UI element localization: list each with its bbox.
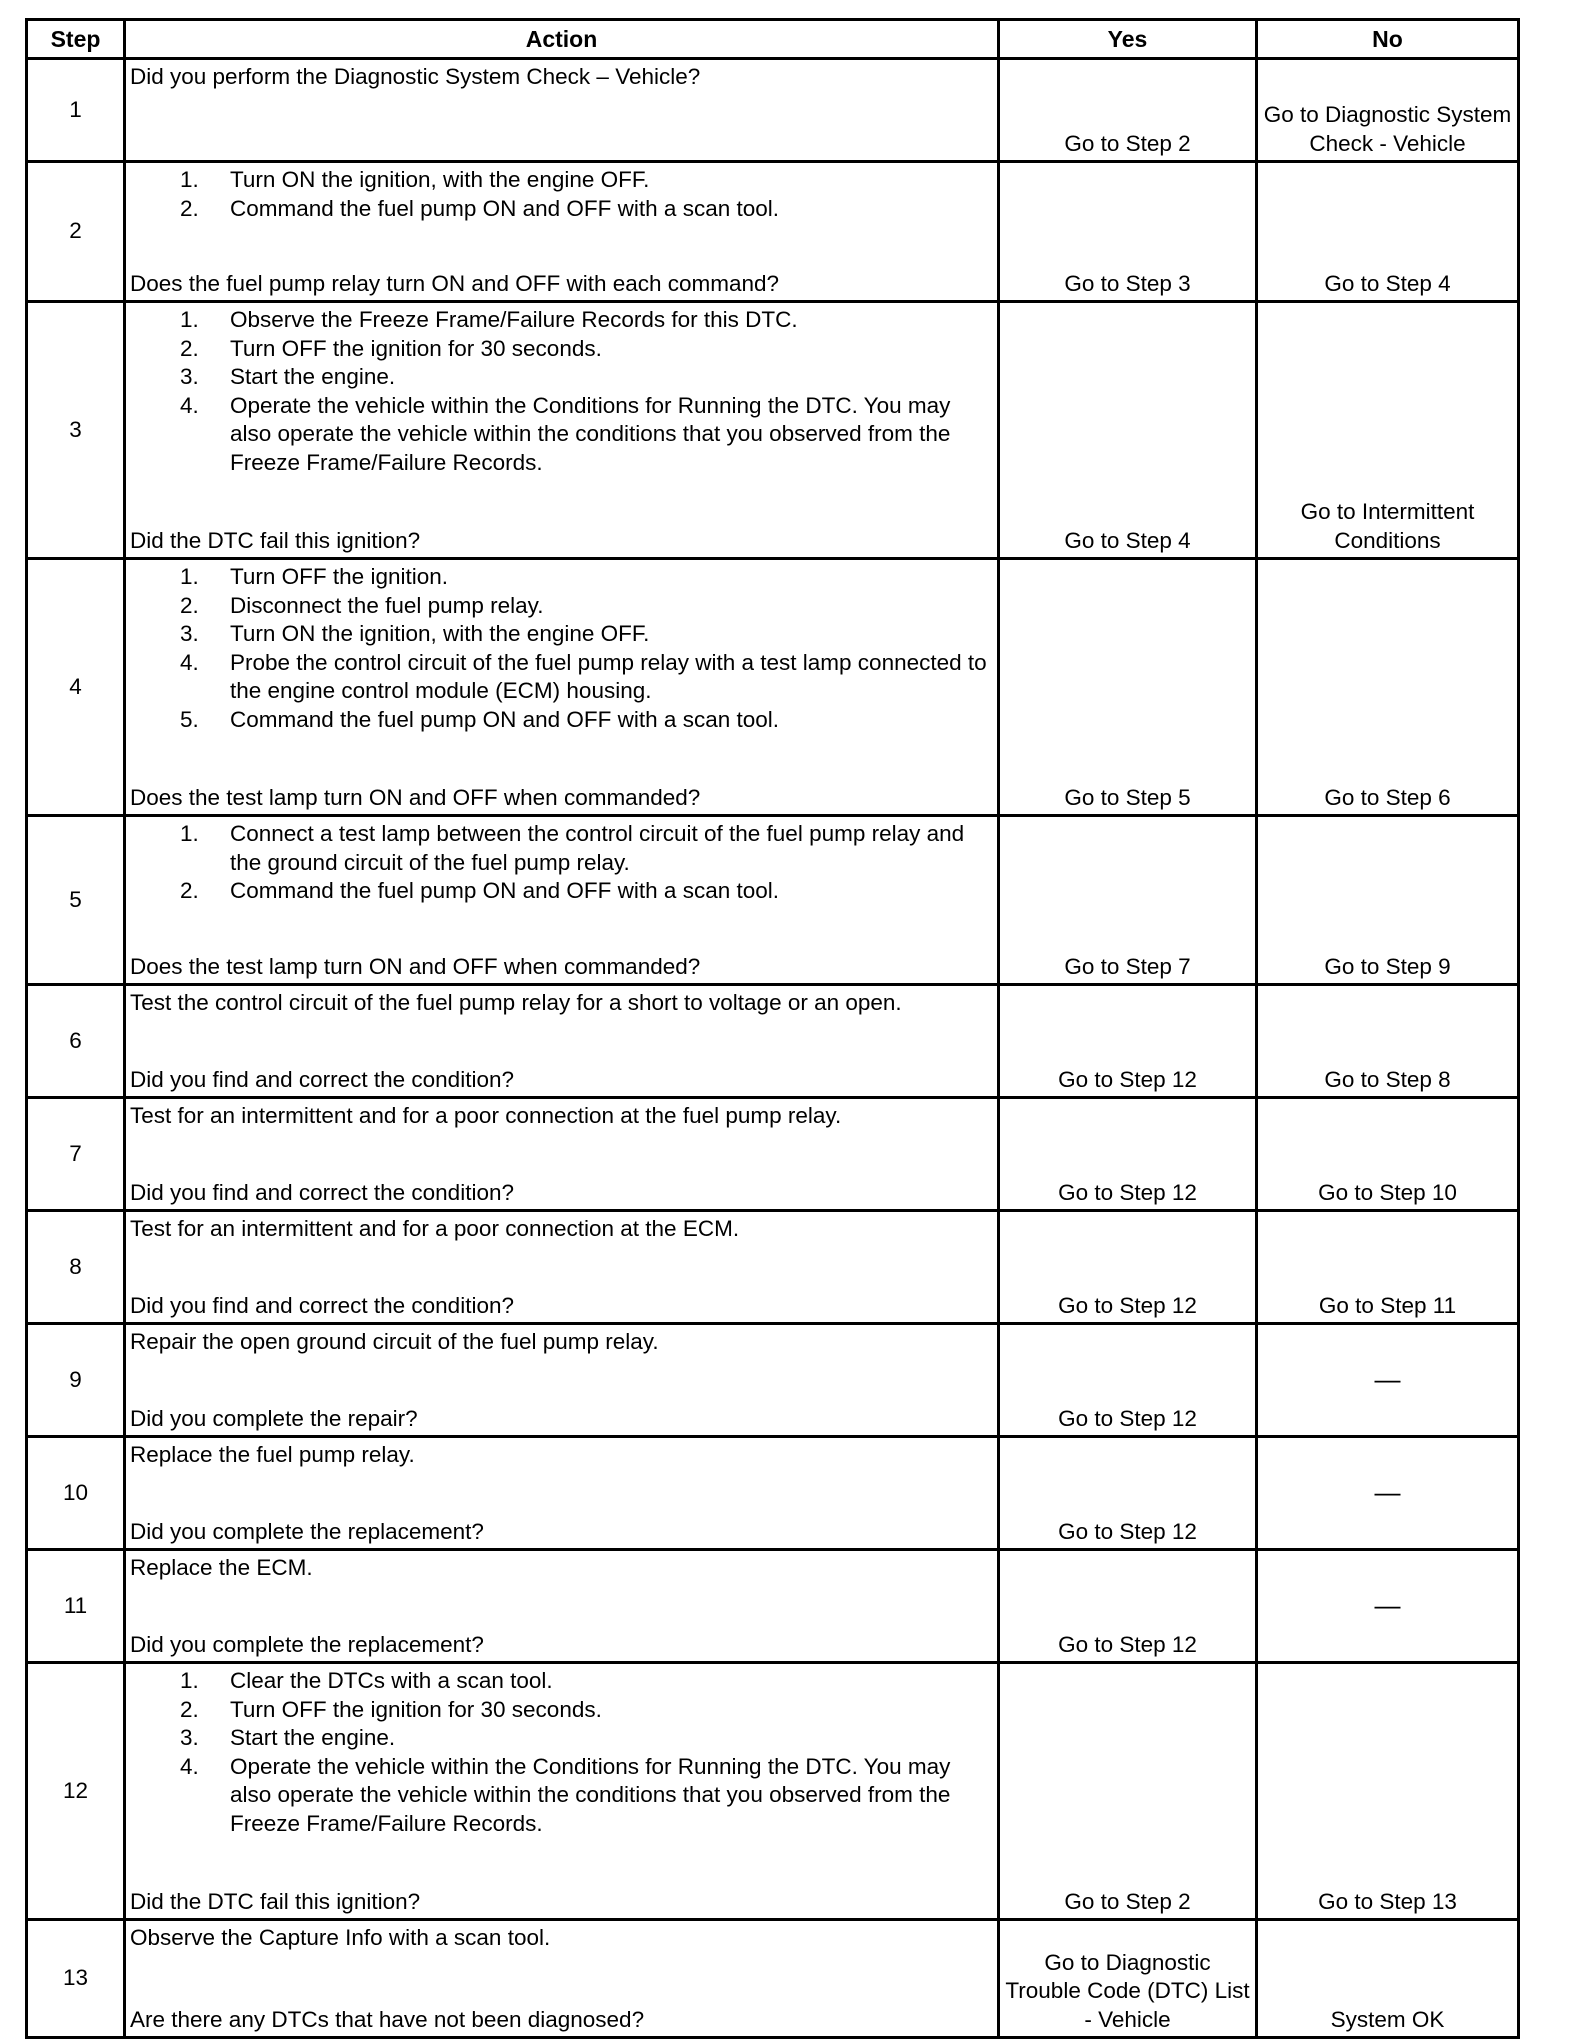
procedure-item-number: 4. xyxy=(180,1753,199,1779)
table-row xyxy=(27,302,1519,559)
procedure-item xyxy=(130,706,994,735)
action-question: Did you find and correct the condition? xyxy=(130,1179,514,1205)
action-cell xyxy=(125,1663,999,1920)
yes-outcome: Go to Step 12 xyxy=(999,1324,1257,1437)
action-question: Did you complete the repair? xyxy=(130,1405,418,1431)
step-number: 2 xyxy=(27,162,125,302)
step-number: 10 xyxy=(27,1437,125,1550)
procedure-item xyxy=(130,166,994,195)
procedure-list xyxy=(130,306,994,477)
table-row xyxy=(27,816,1519,985)
procedure-item-number: 3. xyxy=(180,1725,199,1750)
step-number: 12 xyxy=(27,1663,125,1920)
action-question: Did the DTC fail this ignition? xyxy=(130,1888,421,1914)
yes-outcome: Go to Step 2 xyxy=(999,1663,1257,1920)
procedure-item-number: 5. xyxy=(180,706,199,732)
procedure-item-text: Disconnect the fuel pump relay. xyxy=(230,592,544,618)
action-question: Does the test lamp turn ON and OFF when commanded? xyxy=(130,953,701,979)
step-number: 1 xyxy=(27,59,125,162)
action-question: Did you complete the replacement? xyxy=(130,1631,484,1657)
step-number: 9 xyxy=(27,1324,125,1437)
table-row xyxy=(27,1324,1519,1437)
procedure-item-number: 3. xyxy=(180,621,199,646)
yes-outcome: Go to Step 12 xyxy=(999,1437,1257,1550)
action-instruction: Test for an intermittent and for a poor connection at the fuel pump relay. xyxy=(130,1103,842,1128)
step-number: 6 xyxy=(27,985,125,1098)
header-no: No xyxy=(1257,20,1519,59)
procedure-item xyxy=(130,1724,994,1753)
procedure-item xyxy=(130,392,994,478)
procedure-item-number: 1. xyxy=(180,564,199,589)
action-cell xyxy=(125,1098,999,1211)
yes-outcome: Go to Step 12 xyxy=(999,985,1257,1098)
step-number: 7 xyxy=(27,1098,125,1211)
procedure-item xyxy=(130,335,994,364)
step-number: 4 xyxy=(27,559,125,816)
table-row xyxy=(27,59,1519,162)
procedure-item xyxy=(130,1696,994,1725)
procedure-item xyxy=(130,592,994,621)
procedure-item-text: Turn ON the ignition, with the engine OFF. xyxy=(230,621,650,646)
procedure-item-text: Command the fuel pump ON and OFF with a scan tool. xyxy=(230,706,779,732)
yes-outcome: Go to Step 3 xyxy=(999,162,1257,302)
action-instruction: Observe the Capture Info with a scan tool. xyxy=(130,1925,551,1950)
procedure-item-text: Operate the vehicle within the Conditions for Running the DTC. You may also operate the vehicle within the conditions that you observed from the Freeze Frame/Failure Records. xyxy=(230,1753,951,1836)
procedure-list xyxy=(130,1667,994,1838)
procedure-item-number: 2. xyxy=(180,195,199,221)
table-header-row xyxy=(27,20,1519,59)
action-question: Did you find and correct the condition? xyxy=(130,1066,514,1092)
no-outcome: Go to Step 6 xyxy=(1257,559,1519,816)
yes-outcome: Go to Step 12 xyxy=(999,1550,1257,1663)
action-instruction: Did you perform the Diagnostic System Check – Vehicle? xyxy=(130,64,701,89)
table-row xyxy=(27,1663,1519,1920)
action-cell xyxy=(125,816,999,985)
action-question: Does the fuel pump relay turn ON and OFF with each command? xyxy=(130,270,780,296)
table-row xyxy=(27,1550,1519,1663)
action-cell xyxy=(125,1920,999,2038)
procedure-item-text: Connect a test lamp between the control circuit of the fuel pump relay and the ground circuit of the fuel pump relay. xyxy=(230,821,965,875)
action-question: Does the test lamp turn ON and OFF when commanded? xyxy=(130,784,701,810)
procedure-item xyxy=(130,1667,994,1696)
procedure-item xyxy=(130,649,994,706)
no-outcome: Go to Step 8 xyxy=(1257,985,1519,1098)
procedure-item-text: Turn OFF the ignition for 30 seconds. xyxy=(230,1696,602,1722)
procedure-item xyxy=(130,620,994,649)
procedure-item xyxy=(130,195,994,224)
action-cell xyxy=(125,1437,999,1550)
action-cell xyxy=(125,985,999,1098)
no-outcome: Go to Step 11 xyxy=(1257,1211,1519,1324)
yes-outcome: Go to Step 12 xyxy=(999,1098,1257,1211)
no-outcome: Go to Step 9 xyxy=(1257,816,1519,985)
step-number: 3 xyxy=(27,302,125,559)
action-question: Did you find and correct the condition? xyxy=(130,1292,514,1318)
procedure-item-text: Turn ON the ignition, with the engine OFF. xyxy=(230,167,650,192)
procedure-item xyxy=(130,1753,994,1839)
yes-outcome: Go to Diagnostic Trouble Code (DTC) List - Vehicle xyxy=(999,1920,1257,2038)
header-step: Step xyxy=(27,20,125,59)
no-outcome: System OK xyxy=(1257,1920,1519,2038)
diagnostic-table-sheet xyxy=(25,18,1517,2039)
table-row xyxy=(27,1098,1519,1211)
procedure-item xyxy=(130,877,994,906)
action-instruction: Test for an intermittent and for a poor connection at the ECM. xyxy=(130,1216,740,1241)
procedure-item-text: Start the engine. xyxy=(230,364,396,389)
procedure-item-number: 2. xyxy=(180,592,199,618)
procedure-item-text: Turn OFF the ignition for 30 seconds. xyxy=(230,335,602,361)
step-number: 11 xyxy=(27,1550,125,1663)
procedure-item-number: 1. xyxy=(180,821,199,846)
action-question: Did the DTC fail this ignition? xyxy=(130,527,421,553)
action-cell xyxy=(125,559,999,816)
action-cell xyxy=(125,1211,999,1324)
action-instruction: Replace the fuel pump relay. xyxy=(130,1442,415,1467)
action-instruction: Test the control circuit of the fuel pump relay for a short to voltage or an open. xyxy=(130,990,902,1015)
procedure-item-number: 3. xyxy=(180,364,199,389)
action-cell xyxy=(125,1324,999,1437)
step-number: 8 xyxy=(27,1211,125,1324)
table-row xyxy=(27,559,1519,816)
header-action: Action xyxy=(125,20,999,59)
procedure-item-text: Observe the Freeze Frame/Failure Records for this DTC. xyxy=(230,307,798,332)
action-question: Are there any DTCs that have not been diagnosed? xyxy=(130,2006,645,2032)
action-question: Did you complete the replacement? xyxy=(130,1518,484,1544)
no-outcome: — xyxy=(1257,1437,1519,1550)
procedure-item-text: Probe the control circuit of the fuel pump relay with a test lamp connected to the engine control module (ECM) housing. xyxy=(230,649,987,703)
no-outcome: Go to Intermittent Conditions xyxy=(1257,302,1519,559)
table-row xyxy=(27,1211,1519,1324)
no-outcome: — xyxy=(1257,1324,1519,1437)
yes-outcome: Go to Step 7 xyxy=(999,816,1257,985)
no-outcome: Go to Step 4 xyxy=(1257,162,1519,302)
action-instruction: Replace the ECM. xyxy=(130,1555,313,1580)
yes-outcome: Go to Step 2 xyxy=(999,59,1257,162)
action-instruction: Repair the open ground circuit of the fuel pump relay. xyxy=(130,1329,659,1354)
procedure-item-number: 1. xyxy=(180,1668,199,1693)
table-body xyxy=(27,59,1519,2038)
procedure-list xyxy=(130,166,994,223)
step-number: 13 xyxy=(27,1920,125,2038)
diagnostic-table xyxy=(25,18,1520,2039)
procedure-item-number: 4. xyxy=(180,649,199,675)
procedure-item xyxy=(130,306,994,335)
table-row xyxy=(27,1437,1519,1550)
yes-outcome: Go to Step 4 xyxy=(999,302,1257,559)
procedure-item-number: 2. xyxy=(180,335,199,361)
procedure-item xyxy=(130,563,994,592)
procedure-item-text: Start the engine. xyxy=(230,1725,396,1750)
action-cell xyxy=(125,162,999,302)
procedure-item-number: 4. xyxy=(180,392,199,418)
procedure-item-text: Turn OFF the ignition. xyxy=(230,564,449,589)
step-number: 5 xyxy=(27,816,125,985)
procedure-item-text: Operate the vehicle within the Conditions for Running the DTC. You may also operate the vehicle within the conditions that you observed from the Freeze Frame/Failure Records. xyxy=(230,392,951,475)
procedure-item-text: Command the fuel pump ON and OFF with a scan tool. xyxy=(230,878,779,903)
action-cell xyxy=(125,59,999,162)
table-row xyxy=(27,1920,1519,2038)
table-row xyxy=(27,162,1519,302)
procedure-item-number: 2. xyxy=(180,1696,199,1722)
no-outcome: Go to Diagnostic System Check - Vehicle xyxy=(1257,59,1519,162)
procedure-item xyxy=(130,363,994,392)
no-outcome: Go to Step 13 xyxy=(1257,1663,1519,1920)
action-cell xyxy=(125,1550,999,1663)
procedure-item-text: Clear the DTCs with a scan tool. xyxy=(230,1668,553,1693)
procedure-list xyxy=(130,820,994,906)
header-yes: Yes xyxy=(999,20,1257,59)
yes-outcome: Go to Step 5 xyxy=(999,559,1257,816)
table-row xyxy=(27,985,1519,1098)
procedure-item xyxy=(130,820,994,877)
procedure-item-number: 2. xyxy=(180,878,199,903)
procedure-item-number: 1. xyxy=(180,167,199,192)
no-outcome: Go to Step 10 xyxy=(1257,1098,1519,1211)
procedure-item-number: 1. xyxy=(180,307,199,332)
procedure-list xyxy=(130,563,994,734)
no-outcome: — xyxy=(1257,1550,1519,1663)
procedure-item-text: Command the fuel pump ON and OFF with a scan tool. xyxy=(230,195,779,221)
yes-outcome: Go to Step 12 xyxy=(999,1211,1257,1324)
action-cell xyxy=(125,302,999,559)
